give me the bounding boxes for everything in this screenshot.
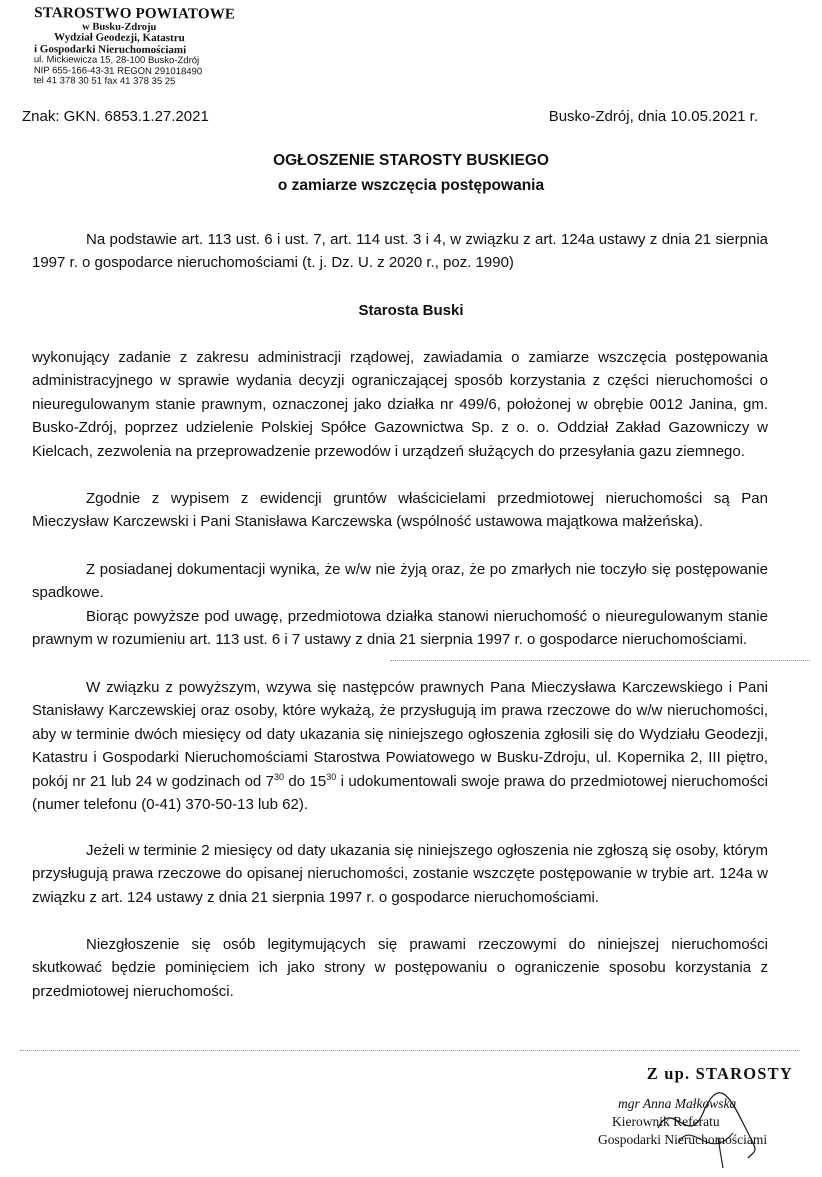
stamp-line: tel 41 378 30 51 fax 41 378 35 25 xyxy=(33,75,176,88)
paragraph-text: do 15 xyxy=(284,772,327,790)
signatory-name: mgr Anna Małkowska xyxy=(618,1096,737,1111)
office-stamp xyxy=(34,5,275,88)
time-superscript: 30 xyxy=(326,771,337,782)
signatory-department: Gospodarki Nieruchomościami xyxy=(598,1132,768,1147)
document-title: OGŁOSZENIE STAROSTY BUSKIEGO xyxy=(273,152,549,169)
paragraph-text: i udokumentowali swoje prawa do przedmiotowej nieruchomości (numer telefonu (0-41) 370-50-13 lub 62). xyxy=(32,772,769,814)
paragraph-text: Jeżeli w terminie 2 miesięcy od daty ukazania się niniejszego ogłoszenia nie zgłoszą się osoby, którym przysługują prawa rzeczowe do opisanej nieruchomości, zostanie wszczęte postępowanie w trybie art. 124a w związku z art. 124 ustawy z dnia 21 sierpnia 1997 r. o gospodarce nieruchomościami. xyxy=(32,842,768,906)
body-paragraph xyxy=(32,933,768,1003)
stamp-line: STAROSTWO POWIATOWE xyxy=(34,5,236,23)
reference-number: Znak: GKN. 6853.1.27.2021 xyxy=(22,108,209,125)
stamp-line: NIP 655-166-43-31 REGON 291018490 xyxy=(33,64,203,77)
stamp-line: Wydział Geodezji, Katastru xyxy=(54,31,185,45)
scan-noise xyxy=(20,1050,800,1052)
issuer-heading: Starosta Buski xyxy=(358,302,464,319)
document-subtitle: o zamiarze wszczęcia postępowania xyxy=(277,177,545,194)
place-and-date: Busko-Zdrój, dnia 10.05.2021 r. xyxy=(548,108,758,125)
paragraph-text: wykonujący zadanie z zakresu administracji rządowej, zawiadamia o zamiarze wszczęcia postępowania administracyjnego w sprawie wydania decyzji ograniczającej sposób korzystania z części nieruchomości o nieuregulowanym stanie prawnym, oznaczonej jako działka nr 499/6, położonej w obrębie 0012 Janina, gm. Busko-Zdrój, poprzez udzielenie Polskiej Spółce Gazownictwa Sp. z o. o. Oddział Zakład Gazowniczy w Kielcach, zezwolenia na przeprowadzenie przewodów i urządzeń służących do przesyłania gazu ziemnego. xyxy=(32,349,768,460)
paragraph-text: Niezgłoszenie się osób legitymujących się prawami rzeczowymi do niniejszej nieruchomości skutkować będzie pominięciem ich jako strony w postępowaniu o ograniczenie sposobu korzystania z przedmiotowej nieruchomości. xyxy=(32,936,768,1000)
body-paragraph xyxy=(32,605,768,652)
time-superscript: 30 xyxy=(274,771,285,782)
paragraph-text: W związku z powyższym, wzywa się następców prawnych Pana Mieczysława Karczewskiego i Pani Stanisławy Karczewskiej oraz osoby, które wykażą, że przysługują im prawa rzeczowe do w/w nieruchomości, aby w terminie dwóch miesięcy od daty ukazania się niniejszego ogłoszenia zgłosili się do Wydziału Geodezji, Katastru i Gospodarki Nieruchomościami Starostwa Powiatowego w Busku-Zdroju, ul. Kopernika 2, III piętro, pokój nr 21 lub 24 w godzinach od 7 xyxy=(32,679,768,790)
body-paragraph xyxy=(32,676,768,816)
stamp-line: w Busku-Zdroju xyxy=(82,21,157,34)
signatory-position: Kierownik Referatu xyxy=(612,1114,720,1129)
paragraph-text: Z posiadanej dokumentacji wynika, że w/w nie żyją oraz, że po zmarłych nie toczyło się postępowanie spadkowe. xyxy=(32,561,768,602)
scan-noise xyxy=(390,660,810,662)
signature-authority: Z up. STAROSTY xyxy=(646,1064,793,1083)
paragraph-text: Biorąc powyższe pod uwagę, przedmiotowa działka stanowi nieruchomość o nieuregulowanym stanie prawnym w rozumieniu art. 113 ust. 6 i 7 ustawy z dnia 21 sierpnia 1997 r. o gospodarce nieruchomościami. xyxy=(32,608,768,649)
stamp-line: ul. Mickiewicza 15, 28-100 Busko-Zdrój xyxy=(33,54,200,67)
body-paragraph xyxy=(32,487,768,534)
paragraph-text: Zgodnie z wypisem z ewidencji gruntów właścicielami przedmiotowej nieruchomości są Pan Mieczysław Karczewski i Pani Stanisława Karczewska (wspólność ustawowa majątkowa małżeńska). xyxy=(32,490,768,531)
legal-basis-text: Na podstawie art. 113 ust. 6 i ust. 7, art. 114 ust. 3 i 4, w związku z art. 124a ustawy z dnia 21 sierpnia 1997 r. o gospodarce nieruchomościami (t. j. Dz. U. z 2020 r., poz. 1990) xyxy=(32,231,768,272)
stamp-line: i Gospodarki Nieruchomościami xyxy=(33,42,187,56)
body-paragraph xyxy=(32,558,768,605)
signature-block xyxy=(590,1064,815,1174)
body-paragraph xyxy=(32,346,768,463)
legal-basis-paragraph xyxy=(32,228,768,275)
body-paragraph xyxy=(32,839,768,909)
